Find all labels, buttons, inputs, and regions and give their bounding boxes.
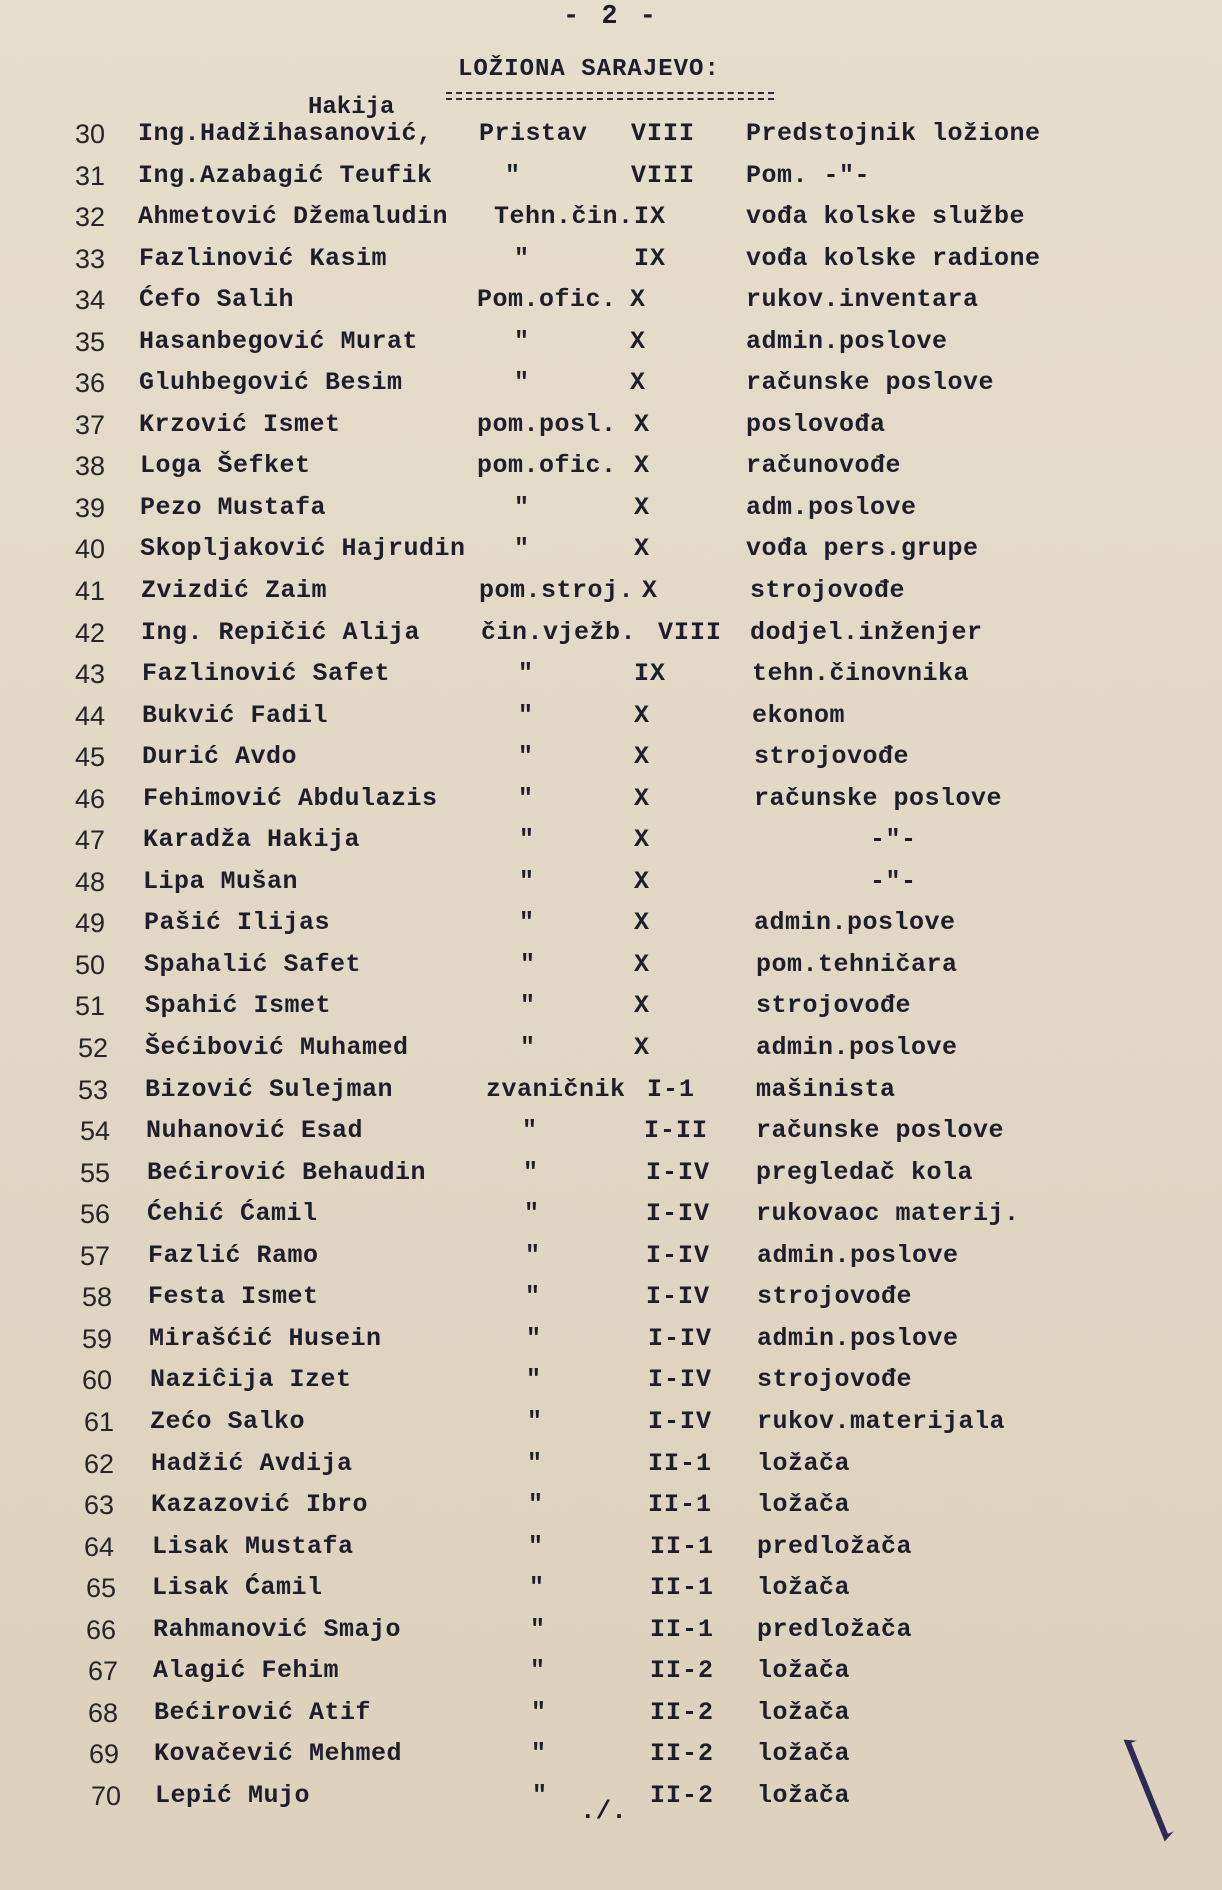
row-duty: Pom. -"- bbox=[746, 160, 871, 190]
row-duty: admin.poslove bbox=[746, 326, 948, 356]
row-name: Ćefo Salih bbox=[139, 285, 295, 315]
row-name: Pezo Mustafa bbox=[140, 492, 327, 522]
row-name: Spahalić Safet bbox=[144, 949, 362, 979]
row-num: 36 bbox=[74, 368, 106, 399]
row-cls: X bbox=[629, 368, 646, 398]
row-duty: -"- bbox=[870, 825, 917, 855]
row-name: Festa Ismet bbox=[148, 1282, 319, 1312]
row-title: " bbox=[514, 368, 530, 398]
row-title: " bbox=[531, 1697, 547, 1727]
row-cls: I-1 bbox=[646, 1074, 695, 1104]
row-num: 41 bbox=[74, 576, 106, 607]
row-duty: strojovođe bbox=[757, 1282, 913, 1312]
row-duty: admin.poslove bbox=[757, 1323, 959, 1353]
row-name: Nuhanović Esad bbox=[146, 1116, 364, 1146]
row-duty: ložača bbox=[757, 1656, 851, 1686]
table-row bbox=[0, 1739, 1222, 1781]
row-duty: ekonom bbox=[752, 700, 846, 730]
table-row bbox=[0, 285, 1222, 327]
table-row bbox=[0, 1449, 1222, 1491]
row-duty: ložača bbox=[757, 1448, 851, 1478]
row-num: 69 bbox=[88, 1739, 120, 1770]
row-title: " bbox=[528, 1490, 544, 1520]
row-duty: strojovođe bbox=[756, 991, 912, 1021]
row-title: " bbox=[524, 1199, 540, 1229]
row-duty: strojovođe bbox=[754, 742, 910, 772]
row-cls: X bbox=[633, 451, 650, 481]
row-duty: admin.poslove bbox=[757, 1240, 959, 1270]
row-title: zvaničnik bbox=[486, 1074, 626, 1104]
row-cls: VIII bbox=[657, 617, 722, 647]
row-name: Loga Šefket bbox=[140, 451, 311, 481]
row-title: Pristav bbox=[479, 119, 588, 148]
row-name: Skopljaković Hajrudin bbox=[140, 534, 466, 564]
row-duty: ložača bbox=[757, 1490, 851, 1520]
row-name: Pašić Ilijas bbox=[144, 908, 331, 938]
table-row bbox=[0, 618, 1222, 660]
inserted-first-name: Hakija bbox=[308, 94, 395, 121]
row-cls: I-IV bbox=[645, 1157, 710, 1187]
row-title: " bbox=[518, 659, 534, 689]
row-cls: I-IV bbox=[645, 1199, 710, 1229]
row-cls: IX bbox=[633, 243, 666, 273]
table-row bbox=[0, 161, 1222, 203]
row-title: " bbox=[505, 160, 521, 190]
row-duty: ložača bbox=[757, 1573, 851, 1603]
row-cls: II-1 bbox=[647, 1448, 712, 1478]
table-row bbox=[0, 493, 1222, 535]
row-duty: pregledač kola bbox=[756, 1157, 974, 1187]
row-cls: X bbox=[633, 908, 650, 938]
page-title: LOŽIONA SARAJEVO: bbox=[458, 56, 720, 83]
row-title: " bbox=[518, 783, 534, 813]
row-cls: I-II bbox=[643, 1116, 708, 1146]
row-num: 68 bbox=[87, 1697, 119, 1728]
table-row bbox=[0, 1365, 1222, 1407]
row-duty: admin.poslove bbox=[754, 908, 956, 938]
row-duty: rukovaoc materij. bbox=[756, 1199, 1020, 1229]
row-num: 64 bbox=[83, 1531, 115, 1562]
row-title: " bbox=[527, 1448, 543, 1478]
row-name: Zvizdić Zaim bbox=[141, 576, 328, 606]
table-row bbox=[0, 1116, 1222, 1158]
row-title: " bbox=[532, 1780, 548, 1810]
row-name: Durić Avdo bbox=[142, 742, 298, 772]
row-duty: računovođe bbox=[746, 451, 902, 481]
row-num: 46 bbox=[74, 783, 106, 814]
table-row bbox=[0, 1158, 1222, 1200]
row-title: " bbox=[523, 1157, 539, 1187]
row-num: 38 bbox=[74, 451, 106, 482]
table-row bbox=[0, 701, 1222, 743]
row-title: " bbox=[525, 1240, 541, 1270]
row-cls: I-IV bbox=[647, 1406, 712, 1436]
row-cls: II-1 bbox=[647, 1490, 712, 1520]
row-title: Pom.ofic. bbox=[477, 285, 617, 315]
row-cls: VIII bbox=[630, 119, 695, 148]
row-name: Zećo Salko bbox=[150, 1406, 306, 1436]
page-number: - 2 - bbox=[562, 2, 659, 32]
table-row bbox=[0, 534, 1222, 576]
row-name: Spahić Ismet bbox=[145, 991, 332, 1021]
row-cls: VIII bbox=[630, 160, 695, 190]
row-num: 61 bbox=[83, 1406, 115, 1437]
row-duty: predložača bbox=[757, 1531, 913, 1561]
title-underline bbox=[446, 92, 774, 100]
row-name: Ćehić Ćamil bbox=[147, 1199, 318, 1229]
row-name: Bukvić Fadil bbox=[142, 700, 329, 730]
table-row bbox=[0, 825, 1222, 867]
row-duty: ložača bbox=[757, 1697, 851, 1727]
row-name: Fazlinović Safet bbox=[142, 659, 391, 689]
row-num: 62 bbox=[83, 1448, 115, 1479]
row-title: " bbox=[529, 1573, 545, 1603]
row-cls: X bbox=[633, 991, 650, 1021]
row-cls: X bbox=[633, 825, 650, 855]
row-name: Alagić Fehim bbox=[153, 1656, 340, 1686]
row-title: " bbox=[531, 1739, 547, 1769]
row-duty: strojovođe bbox=[757, 1365, 913, 1395]
row-duty: Predstojnik ložione bbox=[746, 119, 1041, 148]
row-title: " bbox=[526, 1365, 542, 1395]
table-row bbox=[0, 410, 1222, 452]
row-title: " bbox=[514, 326, 530, 356]
row-num: 31 bbox=[74, 160, 106, 191]
row-num: 63 bbox=[83, 1490, 115, 1521]
row-cls: X bbox=[633, 409, 650, 439]
row-cls: X bbox=[633, 1033, 650, 1063]
row-name: Bećirović Atif bbox=[154, 1697, 372, 1727]
row-name: Bizović Sulejman bbox=[145, 1074, 394, 1104]
row-duty: mašinista bbox=[756, 1074, 896, 1104]
row-duty: admin.poslove bbox=[756, 1033, 958, 1063]
row-title: pom.posl. bbox=[477, 409, 617, 439]
row-title: " bbox=[530, 1614, 546, 1644]
row-title: " bbox=[520, 1033, 536, 1063]
table-row bbox=[0, 1199, 1222, 1241]
row-name: Fehimović Abdulazis bbox=[143, 783, 438, 813]
row-num: 51 bbox=[74, 991, 106, 1022]
row-duty: -"- bbox=[870, 866, 917, 896]
row-cls: II-2 bbox=[649, 1697, 714, 1727]
row-num: 65 bbox=[85, 1573, 117, 1604]
row-duty: strojovođe bbox=[750, 576, 906, 606]
row-name: Ing.Hadžihasanović, bbox=[138, 119, 433, 148]
row-num: 49 bbox=[74, 908, 106, 939]
row-num: 42 bbox=[74, 617, 106, 648]
row-duty: vođa kolske radione bbox=[746, 243, 1041, 273]
row-title: " bbox=[514, 492, 530, 522]
table-row bbox=[0, 244, 1222, 286]
row-num: 52 bbox=[77, 1033, 109, 1064]
row-title: " bbox=[522, 1116, 538, 1146]
row-cls: I-IV bbox=[647, 1323, 712, 1353]
row-duty: vođa pers.grupe bbox=[746, 534, 979, 564]
row-title: " bbox=[527, 1406, 543, 1436]
row-num: 39 bbox=[74, 492, 106, 523]
row-num: 34 bbox=[74, 285, 106, 316]
row-num: 44 bbox=[74, 700, 106, 731]
row-duty: predložača bbox=[757, 1614, 913, 1644]
table-row bbox=[0, 1407, 1222, 1449]
row-cls: IX bbox=[633, 202, 666, 232]
row-cls: II-1 bbox=[649, 1573, 714, 1603]
row-cls: I-IV bbox=[645, 1240, 710, 1270]
row-duty: računske poslove bbox=[754, 783, 1003, 813]
row-name: Ing. Repičić Alija bbox=[141, 617, 421, 647]
row-cls: II-2 bbox=[649, 1656, 714, 1686]
row-cls: X bbox=[633, 700, 650, 730]
table-row bbox=[0, 119, 1222, 161]
table-row bbox=[0, 576, 1222, 618]
row-title: " bbox=[519, 908, 535, 938]
table-row bbox=[0, 784, 1222, 826]
row-name: Kazazović Ibro bbox=[151, 1490, 369, 1520]
row-title: Tehn.čin. bbox=[494, 202, 634, 232]
row-num: 40 bbox=[74, 534, 106, 565]
staff-list bbox=[0, 119, 1222, 1822]
row-cls: I-IV bbox=[647, 1365, 712, 1395]
table-row bbox=[0, 1573, 1222, 1615]
row-cls: X bbox=[633, 534, 650, 564]
row-cls: X bbox=[641, 576, 658, 606]
row-num: 53 bbox=[77, 1074, 109, 1105]
row-cls: IX bbox=[633, 659, 666, 689]
table-row bbox=[0, 659, 1222, 701]
row-cls: II-2 bbox=[649, 1739, 714, 1769]
row-num: 45 bbox=[74, 742, 106, 773]
table-row bbox=[0, 991, 1222, 1033]
table-row bbox=[0, 327, 1222, 369]
row-title: " bbox=[526, 1323, 542, 1353]
row-title: " bbox=[518, 742, 534, 772]
row-title: " bbox=[519, 866, 535, 896]
row-num: 66 bbox=[85, 1614, 117, 1645]
row-title: pom.ofic. bbox=[477, 451, 617, 481]
row-title: čin.vježb. bbox=[481, 617, 637, 647]
row-num: 47 bbox=[74, 825, 106, 856]
row-cls: X bbox=[633, 783, 650, 813]
row-name: Ing.Azabagić Teufik bbox=[138, 160, 433, 190]
row-title: " bbox=[520, 949, 536, 979]
row-name: Kovačević Mehmed bbox=[154, 1739, 403, 1769]
row-cls: II-1 bbox=[649, 1531, 714, 1561]
row-num: 33 bbox=[74, 243, 106, 274]
table-row bbox=[0, 1282, 1222, 1324]
row-num: 70 bbox=[90, 1780, 122, 1811]
row-duty: rukov.inventara bbox=[746, 285, 979, 315]
row-cls: I-IV bbox=[645, 1282, 710, 1312]
row-num: 37 bbox=[74, 409, 106, 440]
table-row bbox=[0, 451, 1222, 493]
row-cls: II-1 bbox=[649, 1614, 714, 1644]
row-name: Krzović Ismet bbox=[139, 409, 341, 439]
row-num: 56 bbox=[79, 1199, 111, 1230]
table-row bbox=[0, 1324, 1222, 1366]
table-row bbox=[0, 1033, 1222, 1075]
table-row bbox=[0, 1532, 1222, 1574]
table-row bbox=[0, 1241, 1222, 1283]
row-name: Karadža Hakija bbox=[143, 825, 361, 855]
row-num: 59 bbox=[81, 1323, 113, 1354]
row-name: Fazlić Ramo bbox=[148, 1240, 319, 1270]
row-name: Šećibović Muhamed bbox=[145, 1033, 409, 1063]
row-name: Lipa Mušan bbox=[143, 866, 299, 896]
row-name: Lisak Ćamil bbox=[152, 1573, 323, 1603]
row-num: 57 bbox=[79, 1240, 111, 1271]
row-cls: X bbox=[633, 742, 650, 772]
row-duty: ložača bbox=[757, 1780, 851, 1810]
row-cls: X bbox=[633, 866, 650, 896]
row-num: 30 bbox=[74, 119, 106, 149]
row-duty: ložača bbox=[757, 1739, 851, 1769]
table-row bbox=[0, 867, 1222, 909]
row-name: Rahmanović Smajo bbox=[153, 1614, 402, 1644]
table-row bbox=[0, 1615, 1222, 1657]
table-row bbox=[0, 950, 1222, 992]
row-duty: računske poslove bbox=[756, 1116, 1005, 1146]
row-title: " bbox=[514, 243, 530, 273]
row-title: " bbox=[519, 825, 535, 855]
table-row bbox=[0, 908, 1222, 950]
row-cls: X bbox=[633, 492, 650, 522]
row-title: " bbox=[514, 534, 530, 564]
row-num: 43 bbox=[74, 659, 106, 690]
table-row bbox=[0, 202, 1222, 244]
table-row bbox=[0, 1075, 1222, 1117]
row-num: 48 bbox=[74, 866, 106, 897]
row-duty: vođa kolske službe bbox=[746, 202, 1026, 232]
row-name: Lepić Mujo bbox=[155, 1780, 311, 1810]
row-title: pom.stroj. bbox=[479, 576, 635, 606]
row-name: Hasanbegović Murat bbox=[139, 326, 419, 356]
row-name: Fazlinović Kasim bbox=[139, 243, 388, 273]
row-cls: X bbox=[629, 326, 646, 356]
row-num: 32 bbox=[74, 202, 106, 233]
row-num: 35 bbox=[74, 326, 106, 357]
row-title: " bbox=[525, 1282, 541, 1312]
row-name: Lisak Mustafa bbox=[152, 1531, 354, 1561]
row-name: Bećirović Behaudin bbox=[147, 1157, 427, 1187]
row-name: Mirašćić Husein bbox=[149, 1323, 382, 1353]
continuation-mark: ./. bbox=[580, 1796, 627, 1826]
row-name: Ahmetović Džemaludin bbox=[138, 202, 449, 232]
row-name: Gluhbegović Besim bbox=[139, 368, 403, 398]
row-duty: poslovođa bbox=[746, 409, 886, 439]
row-cls: II-2 bbox=[649, 1780, 714, 1810]
row-title: " bbox=[518, 700, 534, 730]
row-duty: tehn.činovnika bbox=[752, 659, 970, 689]
row-duty: računske poslove bbox=[746, 368, 995, 398]
row-num: 50 bbox=[74, 949, 106, 980]
row-num: 55 bbox=[79, 1157, 111, 1188]
row-duty: pom.tehničara bbox=[756, 949, 958, 979]
row-title: " bbox=[520, 991, 536, 1021]
row-name: Hadžić Avdija bbox=[151, 1448, 353, 1478]
table-row bbox=[0, 368, 1222, 410]
row-cls: X bbox=[629, 285, 646, 315]
row-num: 60 bbox=[81, 1365, 113, 1396]
table-row bbox=[0, 1698, 1222, 1740]
row-duty: dodjel.inženjer bbox=[750, 617, 983, 647]
row-duty: adm.poslove bbox=[746, 492, 917, 522]
row-title: " bbox=[530, 1656, 546, 1686]
row-duty: rukov.materijala bbox=[757, 1406, 1006, 1436]
row-name: Naziĉija Izet bbox=[150, 1365, 352, 1395]
row-num: 58 bbox=[81, 1282, 113, 1313]
table-row bbox=[0, 1656, 1222, 1698]
row-num: 67 bbox=[87, 1656, 119, 1687]
row-title: " bbox=[528, 1531, 544, 1561]
table-row bbox=[0, 1490, 1222, 1532]
row-cls: X bbox=[633, 949, 650, 979]
row-num: 54 bbox=[79, 1116, 111, 1147]
table-row bbox=[0, 742, 1222, 784]
